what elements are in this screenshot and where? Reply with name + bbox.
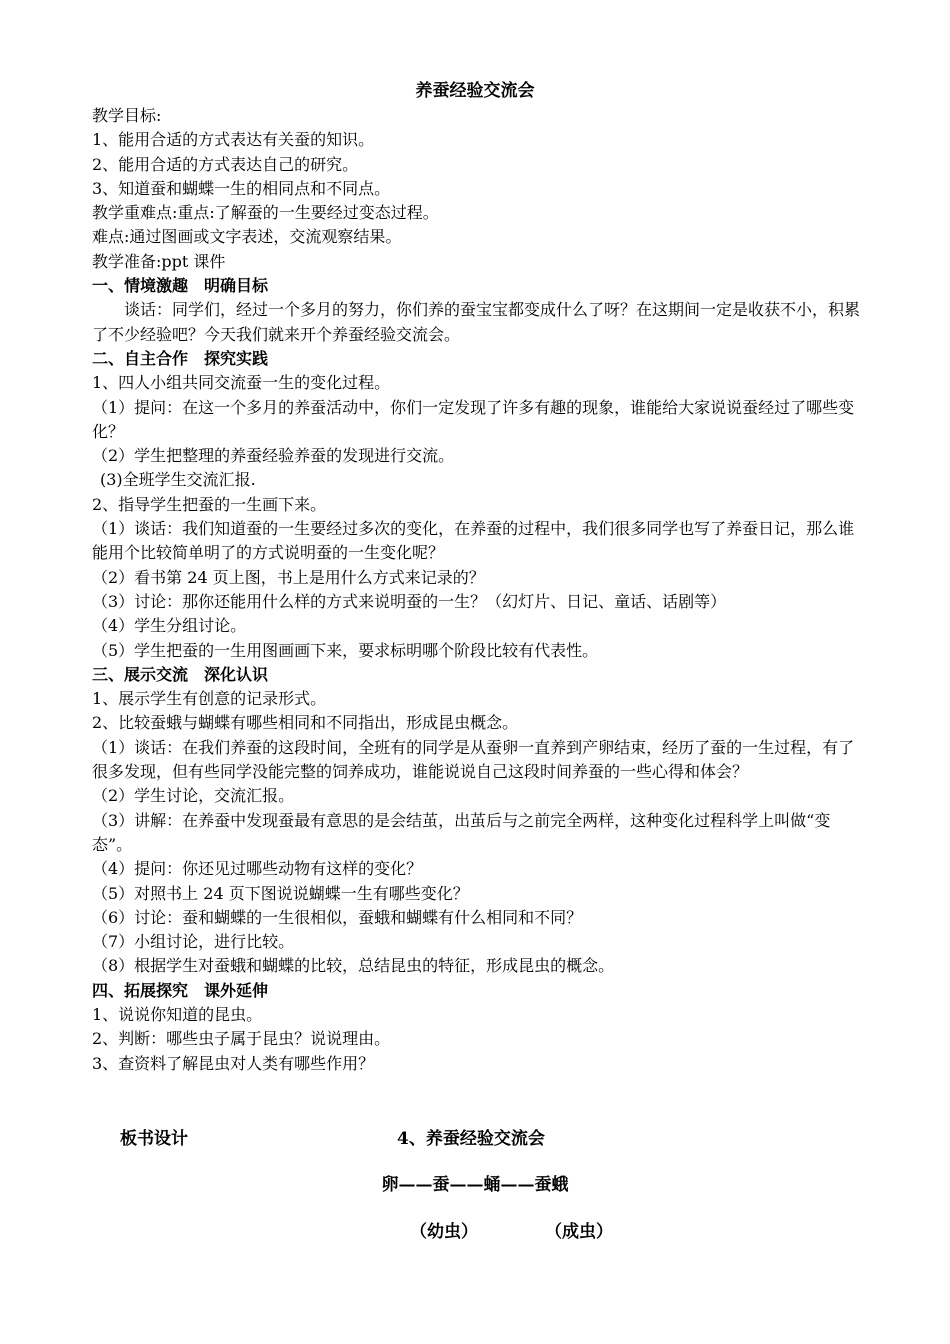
- section-3-item-2-2: （2）学生讨论，交流汇报。: [92, 786, 295, 806]
- section-3-item-1: 1、展示学生有创意的记录形式。: [92, 689, 327, 709]
- section-2-item-2-2: （2）看书第 24 页上图，书上是用什么方式来记录的？: [92, 567, 485, 587]
- preparation: 教学准备:ppt 课件: [92, 251, 226, 271]
- section-4-item-2: 2、判断：哪些虫子属于昆虫？说说理由。: [92, 1029, 391, 1049]
- board-design-label: 板书设计: [120, 1129, 188, 1149]
- section-4-item-1: 1、说说你知道的昆虫。: [92, 1004, 263, 1024]
- section-3-item-2-7: （7）小组讨论，进行比较。: [92, 932, 295, 952]
- lifecycle-chain: 卵——蚕——蛹——蚕蛾: [381, 1175, 569, 1195]
- goal-2: 2、能用合适的方式表达自己的研究。: [92, 154, 359, 174]
- section-1-paragraph: 谈话：同学们，经过一个多月的努力，你们养的蚕宝宝都变成什么了呀？在这期间一定是收获不小，积累了不少经验吧？今天我们就来开个养蚕经验交流会。: [92, 300, 861, 344]
- section-2-item-1-2: （2）学生把整理的养蚕经验养蚕的发现进行交流。: [92, 446, 455, 466]
- section-1-heading: 一、情境激趣 明确目标: [92, 276, 269, 296]
- section-2-item-1-1: （1）提问：在这一个多月的养蚕活动中，你们一定发现了许多有趣的现象，谁能给大家说说蚕经过了哪些变化？: [92, 397, 855, 441]
- section-3-item-2-6: （6）讨论：蚕和蝴蝶的一生很相似，蚕蛾和蝴蝶有什么相同和不同？: [92, 907, 583, 927]
- section-2-item-2: 2、指导学生把蚕的一生画下来。: [92, 494, 327, 514]
- section-2-item-1-3: (3)全班学生交流汇报.: [100, 470, 256, 490]
- section-3-item-2-8: （8）根据学生对蚕蛾和蝴蝶的比较，总结昆虫的特征，形成昆虫的概念。: [92, 956, 615, 976]
- adult-label: （成虫）: [545, 1222, 613, 1242]
- section-2-item-2-1: （1）谈话：我们知道蚕的一生要经过多次的变化，在养蚕的过程中，我们很多同学也写了养蚕日记，那么谁能用个比较简单明了的方式说明蚕的一生变化呢？: [92, 519, 855, 563]
- section-3-item-2-4: （4）提问：你还见过哪些动物有这样的变化？: [92, 859, 423, 879]
- section-3-item-2-3: （3）讲解：在养蚕中发现蚕最有意思的是会结茧，出茧后与之前完全两样，这种变化过程科学上叫做“变态”。: [92, 810, 831, 854]
- section-2-item-1: 1、四人小组共同交流蚕一生的变化过程。: [92, 373, 391, 393]
- section-4-heading: 四、拓展探究 课外延伸: [92, 980, 269, 1000]
- goal-1: 1、能用合适的方式表达有关蚕的知识。: [92, 130, 375, 150]
- key-points: 教学重难点:重点:了解蚕的一生要经过变态过程。: [92, 203, 439, 223]
- section-3-item-2-1: （1）谈话：在我们养蚕的这段时间，全班有的同学是从蚕卵一直养到产卵结束，经历了蚕的一生过程，有了很多发现，但有些同学没能完整的饲养成功，谁能说说自己这段时间养蚕的一些心得和体会？: [92, 737, 855, 782]
- document-title: 养蚕经验交流会: [415, 81, 535, 101]
- goals-heading: 教学目标:: [92, 106, 162, 125]
- difficulty: 难点:通过图画或文字表述，交流观察结果。: [92, 227, 402, 247]
- section-3-item-2-5: （5）对照书上 24 页下图说说蝴蝶一生有哪些变化？: [92, 883, 469, 903]
- goal-3: 3、知道蚕和蝴蝶一生的相同点和不同点。: [92, 178, 391, 198]
- section-2-heading: 二、自主合作 探究实践: [92, 348, 269, 368]
- document-body: [92, 104, 862, 1076]
- section-2-item-2-5: （5）学生把蚕的一生用图画画下来，要求标明哪个阶段比较有代表性。: [92, 640, 599, 660]
- section-3-heading: 三、展示交流 深化认识: [92, 664, 269, 684]
- larva-label: （幼虫）: [410, 1222, 478, 1242]
- board-design-title: 4、养蚕经验交流会: [397, 1129, 545, 1149]
- section-2-item-2-4: （4）学生分组讨论。: [92, 616, 247, 636]
- section-3-item-2: 2、比较蚕蛾与蝴蝶有哪些相同和不同指出，形成昆虫概念。: [92, 713, 519, 733]
- section-2-item-2-3: （3）讨论：那你还能用什么样的方式来说明蚕的一生？（幻灯片、日记、童话、话剧等）: [92, 591, 727, 611]
- section-4-item-3: 3、查资料了解昆虫对人类有哪些作用？: [92, 1053, 375, 1073]
